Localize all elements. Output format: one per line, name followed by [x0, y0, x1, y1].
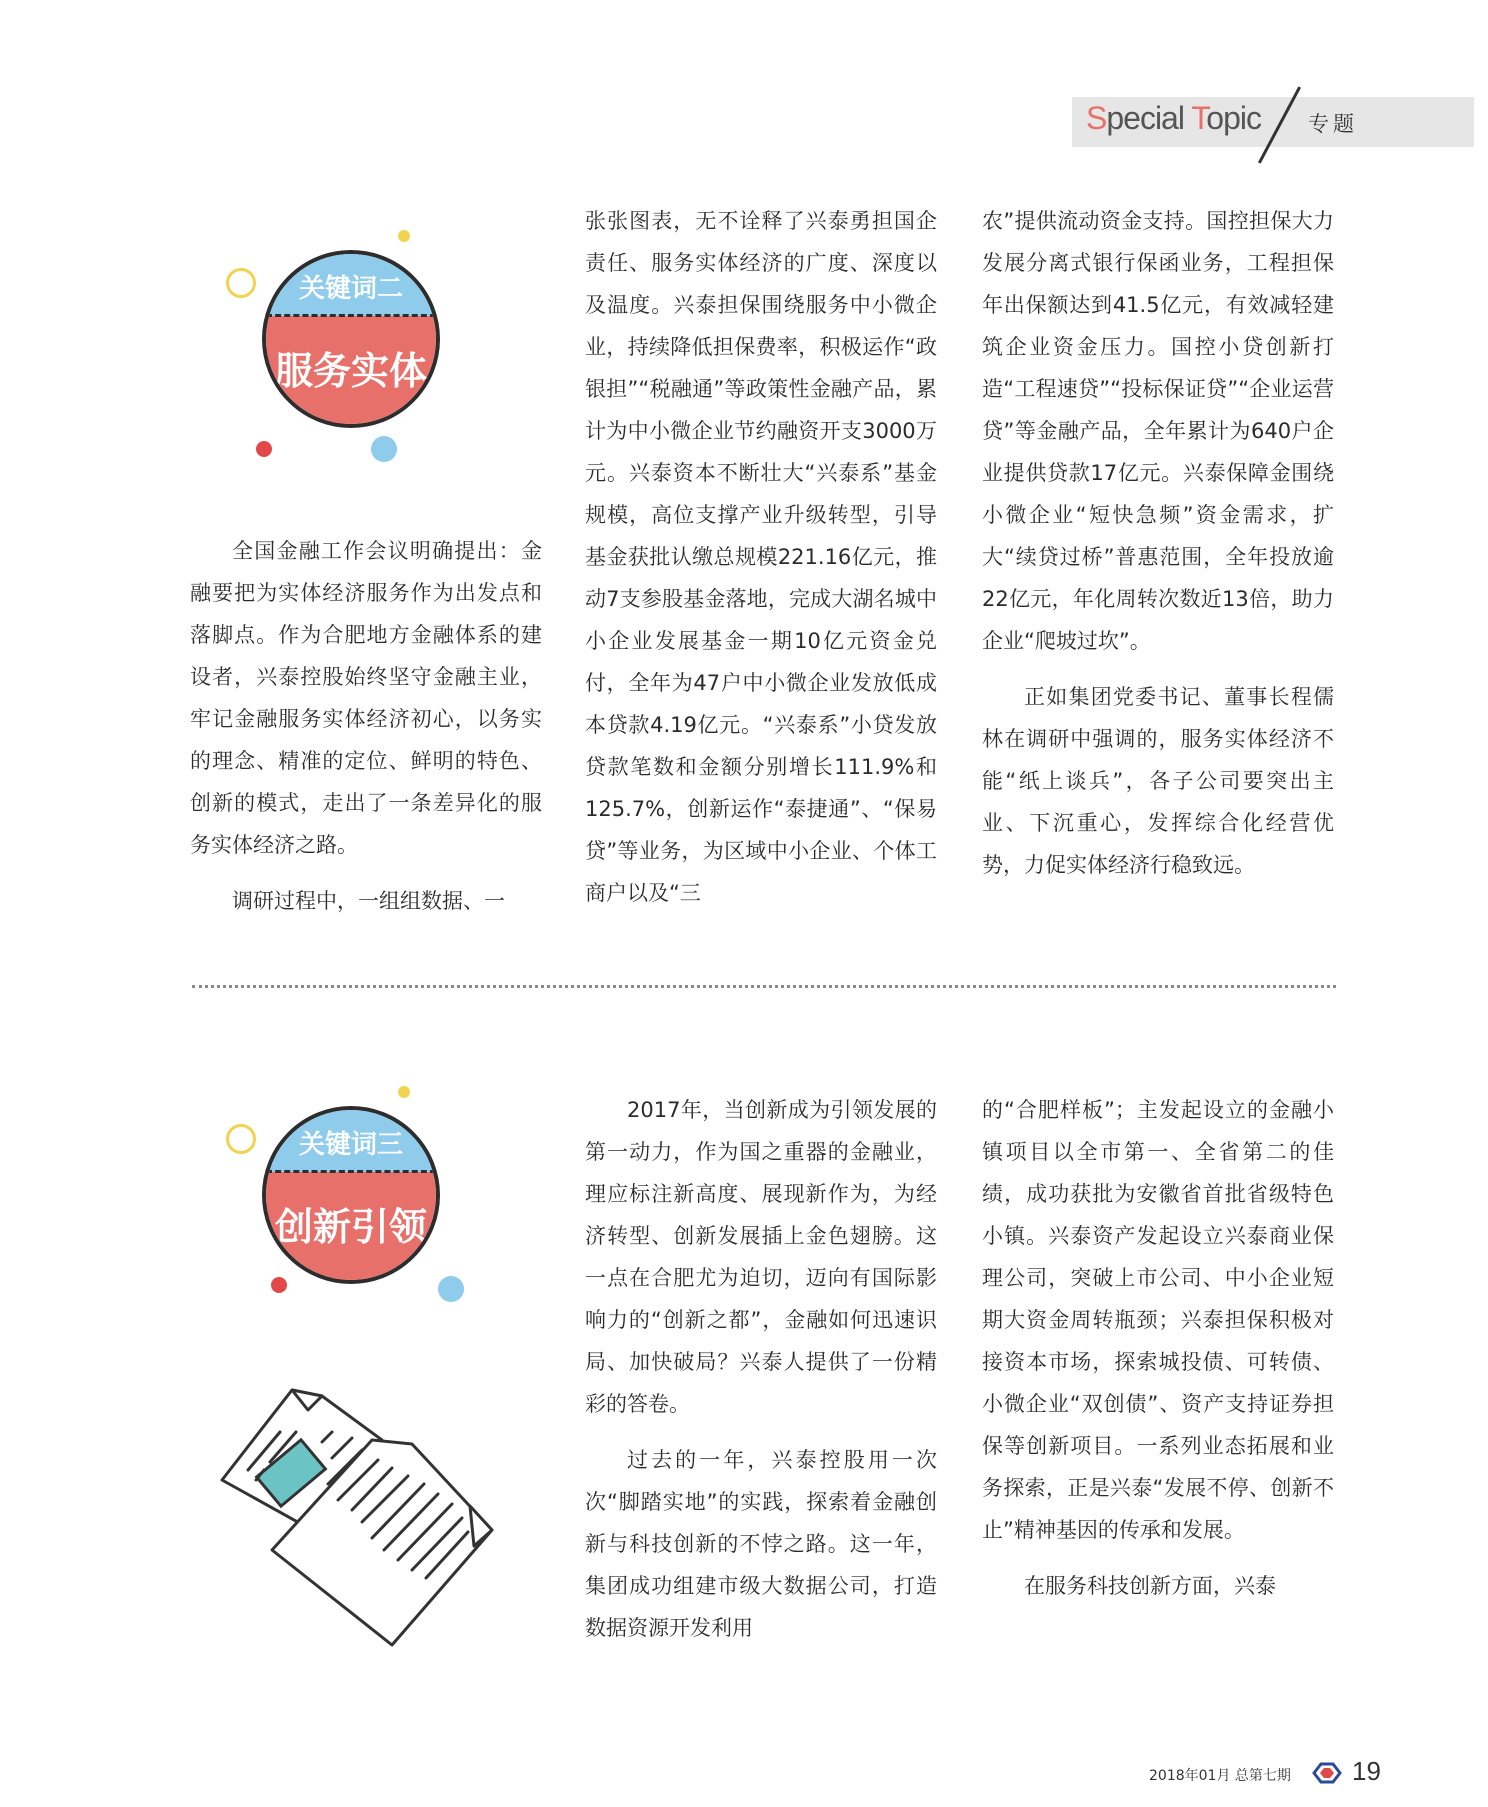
section-separator	[192, 985, 1336, 988]
section2-col2	[585, 1089, 937, 1663]
issue-info: 2018年01月 总第七期	[1149, 1768, 1291, 1784]
section-title-cn: 专题	[1308, 112, 1358, 136]
paragraph: 全国金融工作会议明确提出：金融要把为实体经济服务作为出发点和落脚点。作为合肥地方金融体系的建设者，兴泰控股始终坚守金融主业，牢记金融服务实体经济初心，以务实的理念、精准的定位、鲜明的特色、创新的模式，走出了一条差异化的服务实体经济之路。	[190, 539, 542, 857]
paragraph: 过去的一年，兴泰控股用一次次“脚踏实地”的实践，探索着金融创新与科技创新的不悖之路。这一年，集团成功组建市级大数据公司，打造数据资源开发利用	[585, 1448, 937, 1640]
page-number: 19	[1352, 1756, 1381, 1786]
decor-dot	[398, 230, 410, 242]
keyword-title: 创新引领	[274, 1205, 427, 1249]
decor-dot	[256, 441, 272, 457]
section1-col3	[982, 200, 1334, 900]
paragraph: 在服务科技创新方面，兴泰	[1024, 1574, 1276, 1598]
keyword-title: 服务实体	[274, 349, 427, 393]
decor-ring	[226, 1124, 256, 1154]
decor-ring	[226, 268, 256, 298]
section1-col1	[190, 530, 542, 936]
keyword-badge-1	[262, 250, 440, 428]
paragraph: 农”提供流动资金支持。国控担保大力发展分离式银行保函业务，工程担保年出保额达到41.5亿元，有效减轻建筑企业资金压力。国控小贷创新打造“工程速贷”“投标保证贷”“企业运营贷”等金融产品，全年累计为640户企业提供贷款17亿元。兴泰保障金围绕小微企业“短快急频”资金需求，扩大“续贷过桥”普惠范围，全年投放逾22亿元，年化周转次数近13倍，助力企业“爬坡过坎”。	[982, 209, 1334, 653]
documents-illustration	[212, 1380, 512, 1660]
keyword-label: 关键词二	[298, 274, 403, 304]
paragraph: 正如集团党委书记、董事长程儒林在调研中强调的，服务实体经济不能“纸上谈兵”，各子公司要突出主业、下沉重心，发挥综合化经营优势，力促实体经济行稳致远。	[982, 685, 1334, 877]
paragraph: 2017年，当创新成为引领发展的第一动力，作为国之重器的金融业，理应标注新高度、展现新作为，为经济转型、创新发展插上金色翅膀。这一点在合肥尤为迫切，迈向有国际影响力的“创新之都”，金融如何迅速识局、加快破局？兴泰人提供了一份精彩的答卷。	[585, 1098, 937, 1416]
paragraph: 张张图表，无不诠释了兴泰勇担国企责任、服务实体经济的广度、深度以及温度。兴泰担保围绕服务中小微企业，持续降低担保费率，积极运作“政银担”“税融通”等政策性金融产品，累计为中小微企业节约融资开支3000万元。兴泰资本不断壮大“兴泰系”基金规模，高位支撑产业升级转型，引导基金获批认缴总规模221.16亿元，推动7支参股基金落地，完成大湖名城中小企业发展基金一期10亿元资金兑付，全年为47户中小微企业发放低成本贷款4.19亿元。“兴泰系”小贷发放贷款笔数和金额分别增长111.9%和125.7%，创新运作“泰捷通”、“保易贷”等业务，为区域中小企业、个体工商户以及“三	[585, 209, 937, 905]
decor-dot	[398, 1086, 410, 1098]
magazine-logo-icon	[1312, 1760, 1342, 1786]
keyword-badge-2	[262, 1106, 440, 1284]
section1-col2	[585, 200, 937, 928]
decor-dot	[438, 1276, 464, 1302]
decor-dot	[371, 436, 397, 462]
keyword-label: 关键词三	[298, 1130, 403, 1160]
section2-col3	[982, 1089, 1334, 1621]
paragraph: 的“合肥样板”；主发起设立的金融小镇项目以全市第一、全省第二的佳绩，成功获批为安徽省首批省级特色小镇。兴泰资产发起设立兴泰商业保理公司，突破上市公司、中小企业短期大资金周转瓶颈；兴泰担保积极对接资本市场，探索城投债、可转债、小微企业“双创债”、资产支持证券担保等创新项目。一系列业态拓展和业务探索，正是兴泰“发展不停、创新不止”精神基因的传承和发展。	[982, 1098, 1334, 1542]
paragraph: 调研过程中，一组组数据、一	[232, 889, 505, 913]
section-title-en: Special Topic	[1086, 100, 1261, 136]
